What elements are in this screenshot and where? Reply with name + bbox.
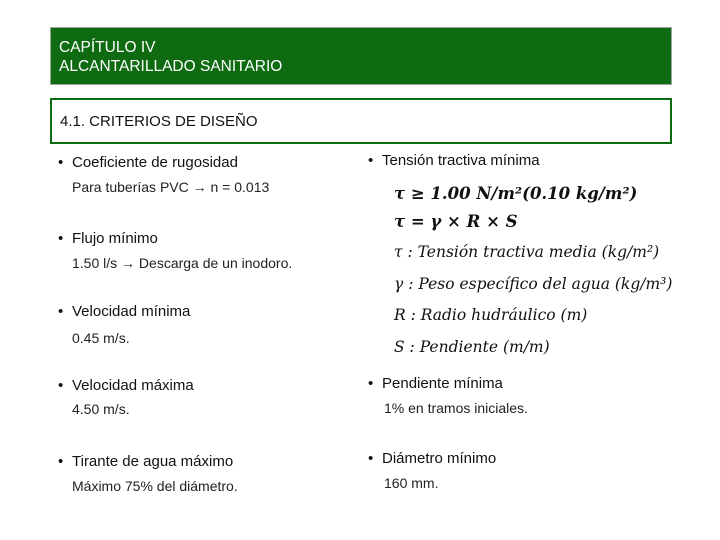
chapter-header xyxy=(50,27,672,85)
criterion-min-slope xyxy=(368,375,528,416)
formula-def-slope: S : Pendiente (m/m) xyxy=(394,338,550,356)
bullet-icon: • xyxy=(368,450,374,467)
criterion-title: Flujo mínimo xyxy=(72,230,158,247)
criterion-title: Pendiente mínima xyxy=(382,375,503,392)
criterion-detail: 0.45 m/s. xyxy=(72,330,130,346)
criterion-title: Tensión tractiva mínima xyxy=(382,152,540,169)
chapter-number: CAPÍTULO IV xyxy=(59,39,156,56)
bullet-icon: • xyxy=(368,375,374,392)
chapter-title: ALCANTARILLADO SANITARIO xyxy=(59,58,283,75)
bullet-icon: • xyxy=(58,377,64,394)
criterion-max-velocity xyxy=(58,377,194,417)
criterion-max-water-depth xyxy=(58,453,238,494)
bullet-icon: • xyxy=(58,230,64,247)
criterion-detail: 4.50 m/s. xyxy=(72,401,130,417)
criterion-min-flow xyxy=(58,230,292,271)
criterion-min-tractive-tension xyxy=(368,152,540,169)
criterion-min-velocity xyxy=(58,303,190,346)
criterion-title: Velocidad máxima xyxy=(72,377,194,394)
bullet-icon: • xyxy=(58,453,64,470)
formula-def-tau: τ : Tensión tractiva media (kg/m²) xyxy=(394,243,660,261)
criterion-detail: 160 mm. xyxy=(384,475,439,491)
criterion-detail: 1.50 l/s → Descarga de un inodoro. xyxy=(72,255,293,271)
criterion-detail: Para tuberías PVC → n = 0.013 xyxy=(72,179,270,195)
formula-tension: τ = γ × R × S xyxy=(394,212,518,231)
criterion-title: Tirante de agua máximo xyxy=(72,453,234,470)
bullet-icon: • xyxy=(58,154,64,171)
criterion-roughness xyxy=(58,154,269,195)
criterion-min-diameter xyxy=(368,450,496,491)
criterion-title: Diámetro mínimo xyxy=(382,450,497,467)
formula-def-radius: R : Radio hudráulico (m) xyxy=(394,306,588,324)
bullet-icon: • xyxy=(58,303,64,320)
formula-def-gamma: γ : Peso específico del agua (kg/m³) xyxy=(394,275,673,293)
section-title: 4.1. CRITERIOS DE DISEÑO xyxy=(60,113,258,130)
criterion-detail: 1% en tramos iniciales. xyxy=(384,400,528,416)
formula-min-tension: τ ≥ 1.00 N/m²(0.10 kg/m²) xyxy=(394,184,638,203)
criterion-title: Coeficiente de rugosidad xyxy=(72,154,238,171)
criterion-title: Velocidad mínima xyxy=(72,303,191,320)
bullet-icon: • xyxy=(368,152,374,169)
criterion-detail: Máximo 75% del diámetro. xyxy=(72,478,238,494)
section-title-box xyxy=(50,98,672,144)
